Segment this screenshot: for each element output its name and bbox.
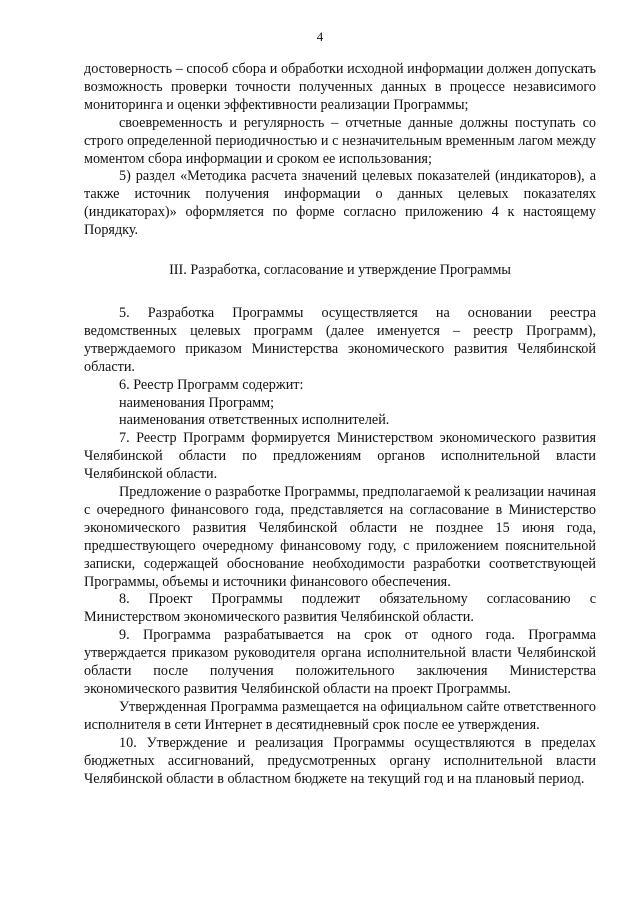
paragraph: своевременность и регулярность – отчетные данные должны поступать со строго определенной периодичностью и с незначительным временным лагом между моментом сбора информации и сроком ее использования; xyxy=(84,114,596,167)
paragraph: Предложение о разработке Программы, предполагаемой к реализации начиная с очередного финансового года, представляется на согласование в Министерство экономического развития Челябинской области не позднее 15 июня года, предшествующего очередному финансовому году, с приложением пояснительной записки, содержащей обоснование необходимости разработки соответствующей Программы, объемы и источники финансового обеспечения. xyxy=(84,484,596,590)
paragraph: 10. Утверждение и реализация Программы осуществляются в пределах бюджетных ассигнований, предусмотренных органу исполнительной власти Челябинской области в областном бюджете на текущий год и на плановый период. xyxy=(84,734,596,787)
paragraph: достоверность – способ сбора и обработки исходной информации должен допускать возможность проверки точности полученных данных в процессе независимого мониторинга и оценки эффективности реализации Программы; xyxy=(84,61,596,113)
paragraph: наименования ответственных исполнителей. xyxy=(119,412,390,429)
paragraph: 5. Разработка Программы осуществляется на основании реестра ведомственных целевых программ (далее именуется – реестр Программ), утверждаемого приказом Министерства экономического развития Челябинской области. xyxy=(84,304,596,375)
paragraph: 8. Проект Программы подлежит обязательному согласованию с Министерством экономического развития Челябинской области. xyxy=(84,591,596,626)
paragraph: наименования Программ; xyxy=(119,394,275,411)
paragraph: 9. Программа разрабатывается на срок от одного года. Программа утверждается приказом руководителя органа исполнительной власти Челябинской области после получения положительного заключения Министерства экономического развития Челябинской области на проект Программы. xyxy=(84,627,596,697)
paragraph: 7. Реестр Программ формируется Министерством экономического развития Челябинской области по предложениям органов исполнительной власти Челябинской области. xyxy=(84,430,596,483)
page-number: 4 xyxy=(316,29,324,44)
document-body xyxy=(84,61,596,788)
paragraph: Утвержденная Программа размещается на официальном сайте ответственного исполнителя в сети Интернет в десятидневный срок после ее утверждения. xyxy=(84,698,596,733)
section-heading: III. Разработка, согласование и утверждение Программы xyxy=(169,262,511,279)
paragraph: 5) раздел «Методика расчета значений целевых показателей (индикаторов), а также источник получения информации о данных целевых показателях (индикаторах)» оформляется по форме согласно приложению 4 к настоящему Порядку. xyxy=(84,168,596,239)
paragraph: 6. Реестр Программ содержит: xyxy=(119,376,304,393)
